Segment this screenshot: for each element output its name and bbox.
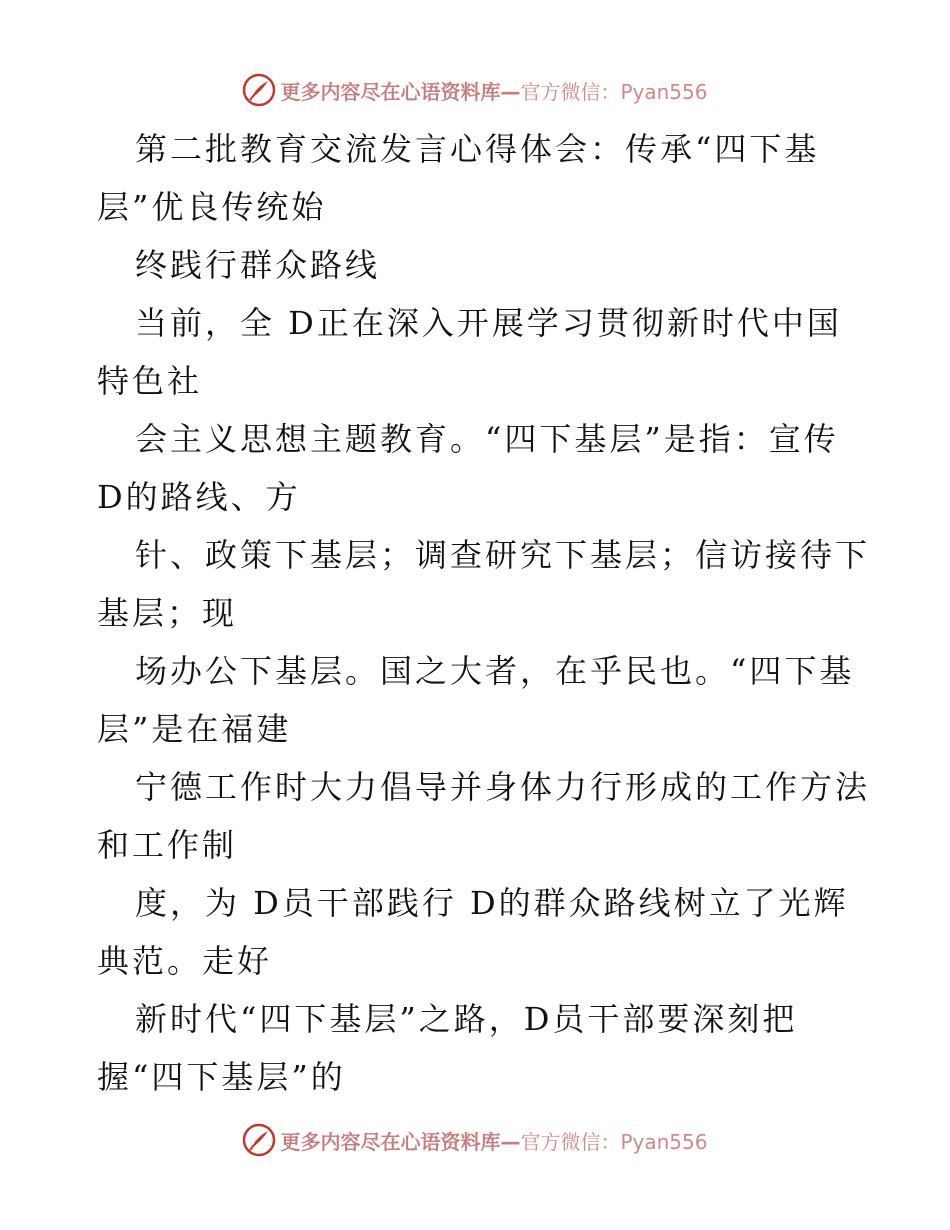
feather-pen-logo-icon: [242, 1123, 276, 1157]
paragraph-7-line-1: 宁德工作时大力倡导并身体力行形成的工作方法: [135, 768, 871, 806]
paragraph-7-line-2: 和工作制: [97, 826, 238, 864]
header-banner-wechat: 官方微信：Pyan556: [520, 79, 708, 104]
paragraph-9-line-1: 新时代“四下基层”之路，D员干部要深刻把: [135, 1000, 798, 1038]
footer-banner-inner: [242, 1123, 707, 1157]
paragraph-8-line-2: 典范。走好: [97, 942, 273, 980]
header-banner-site: 更多内容尽在心语资料库—: [280, 79, 521, 104]
feather-pen-logo-icon: [242, 73, 276, 107]
footer-banner-site: 更多内容尽在心语资料库—: [280, 1129, 521, 1154]
paragraph-1-line-2: 层”优良传统始: [97, 188, 327, 226]
paragraph-1-line-1: 第二批教育交流发言心得体会：传承“四下基: [135, 130, 820, 168]
paragraph-3-line-1: 当前，全 D正在深入开展学习贯彻新时代中国: [135, 304, 842, 342]
paragraph-5-line-2: 基层；现: [97, 594, 238, 632]
paragraph-6-line-1: 场办公下基层。国之大者，在乎民也。“四下基: [135, 652, 855, 690]
header-banner-inner: [242, 73, 707, 107]
header-banner-text: [280, 76, 707, 105]
paragraph-5-line-1: 针、政策下基层；调查研究下基层；信访接待下: [135, 536, 871, 574]
paragraph-6-line-2: 层”是在福建: [97, 710, 292, 748]
footer-banner: [0, 1120, 950, 1160]
header-banner: [0, 70, 950, 110]
footer-banner-text: [280, 1126, 707, 1155]
paragraph-4-line-1: 会主义思想主题教育。“四下基层”是指：宣传: [135, 420, 839, 458]
paragraph-4-line-2: D的路线、方: [97, 478, 301, 516]
paragraph-8-line-1: 度，为 D员干部践行 D的群众路线树立了光辉: [135, 884, 849, 922]
paragraph-2-line-1: 终践行群众路线: [135, 246, 381, 284]
paragraph-3-line-2: 特色社: [97, 362, 203, 400]
paragraph-9-line-2: 握“四下基层”的: [97, 1058, 346, 1096]
footer-banner-wechat: 官方微信：Pyan556: [520, 1129, 708, 1154]
